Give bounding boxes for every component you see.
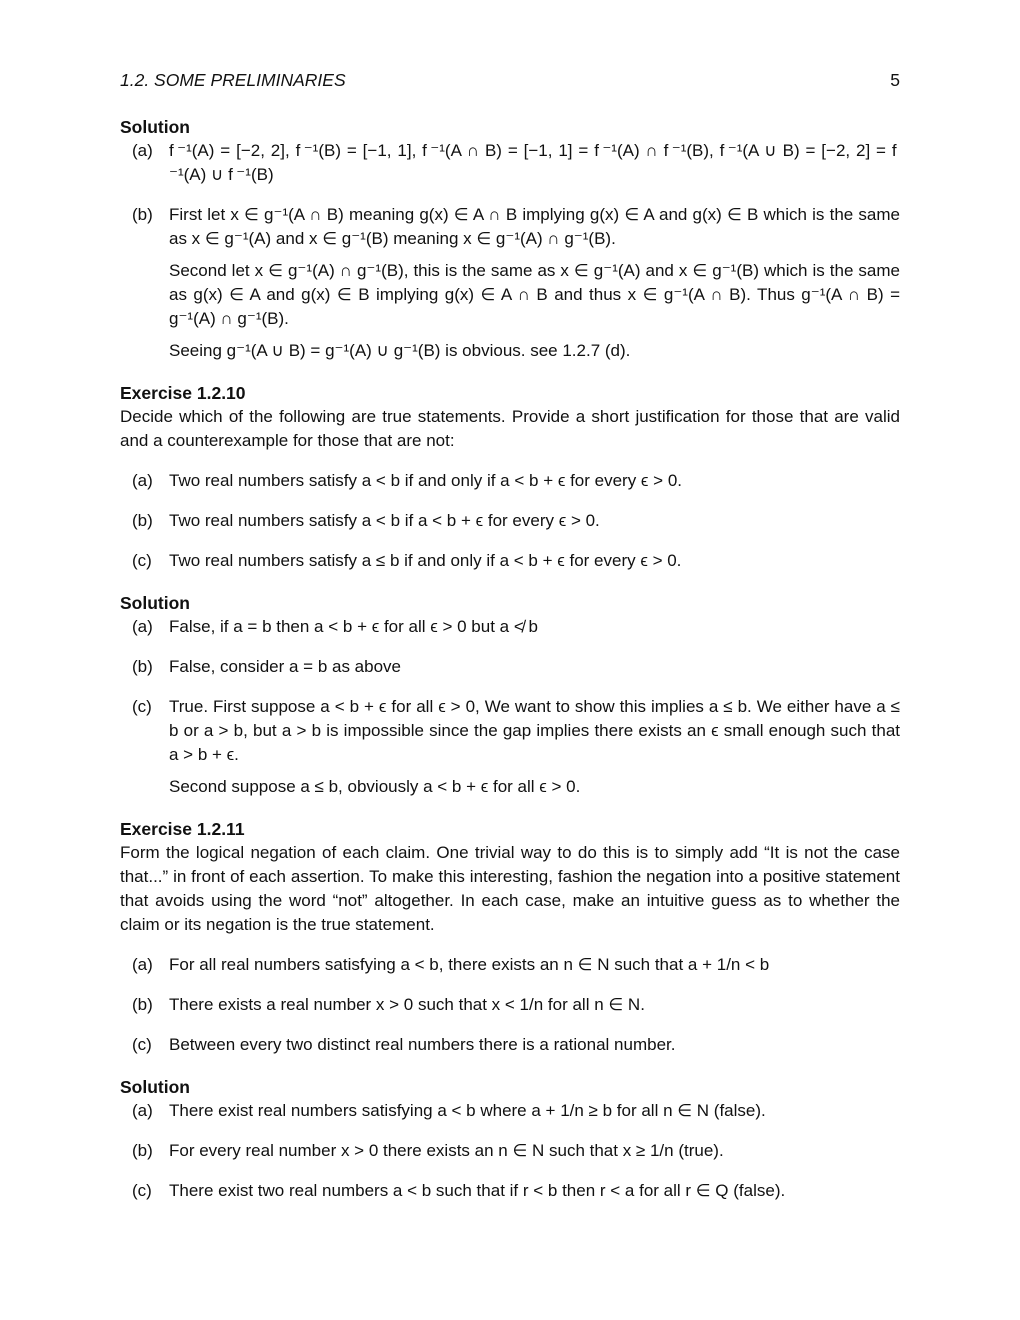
item-label: (c) <box>132 551 152 570</box>
exercise-section <box>120 817 900 1057</box>
solution-list <box>120 139 900 363</box>
item-label: (b) <box>132 205 153 224</box>
exercise-heading: Exercise 1.2.11 <box>120 819 245 839</box>
item-label: (b) <box>132 511 153 530</box>
item-text: True. First suppose a < b + ϵ for all ϵ > 0, We want to show this implies a ≤ b. We either have a ≤ b or a > b, but a > b is impossible since the gap implies there exists an ϵ small enough such that a > b + ϵ. <box>169 697 900 764</box>
exercise-heading: Exercise 1.2.10 <box>120 383 246 403</box>
exercise-list <box>120 469 900 573</box>
item-continuation: Seeing g⁻¹(A ∪ B) = g⁻¹(A) ∪ g⁻¹(B) is obvious. see 1.2.7 (d). <box>169 341 631 360</box>
running-header <box>120 70 900 94</box>
list-item <box>120 953 900 977</box>
item-text: Between every two distinct real numbers there is a rational number. <box>169 1035 676 1054</box>
solution-section <box>120 1075 900 1203</box>
exercise-intro: Form the logical negation of each claim. One trivial way to do this is to simply add “It is not the case that...” in front of each assertion. To make this interesting, fashion the negation into a positive statement that avoids using the word “not” altogether. In each case, make an intuitive guess as to whether the claim or its negation is the true statement. <box>120 843 900 934</box>
item-label: (c) <box>132 1181 152 1200</box>
list-item <box>120 993 900 1017</box>
item-label: (b) <box>132 995 153 1014</box>
solution-list <box>120 1099 900 1203</box>
list-item <box>120 615 900 639</box>
list-item <box>120 549 900 573</box>
list-item <box>120 509 900 533</box>
item-label: (a) <box>132 471 153 490</box>
list-item <box>120 469 900 493</box>
list-item <box>120 139 900 187</box>
item-text: f ⁻¹(A) = [−2, 2], f ⁻¹(B) = [−1, 1], f ⁻¹(A ∩ B) = [−1, 1] = f ⁻¹(A) ∩ f ⁻¹(B), f ⁻¹(A ∪ B) = [−2, 2] = f ⁻¹(A) ∪ f ⁻¹(B) <box>169 141 900 184</box>
item-text: First let x ∈ g⁻¹(A ∩ B) meaning g(x) ∈ A ∩ B implying g(x) ∈ A and g(x) ∈ B which is the same as x ∈ g⁻¹(A) and x ∈ g⁻¹(B) meaning x ∈ g⁻¹(A) ∩ g⁻¹(B). <box>169 205 900 248</box>
list-item <box>120 695 900 799</box>
item-label: (a) <box>132 955 153 974</box>
section-heading: Solution <box>120 117 190 137</box>
list-item <box>120 655 900 679</box>
item-text: For every real number x > 0 there exists an n ∈ N such that x ≥ 1/n (true). <box>169 1141 724 1160</box>
running-title: 1.2. SOME PRELIMINARIES <box>120 70 346 90</box>
list-item <box>120 1033 900 1057</box>
item-text: There exist two real numbers a < b such that if r < b then r < a for all r ∈ Q (false). <box>169 1181 786 1200</box>
exercise-list <box>120 953 900 1057</box>
list-item <box>120 1179 900 1203</box>
item-label: (b) <box>132 657 153 676</box>
item-label: (b) <box>132 1141 153 1160</box>
item-continuation: Second let x ∈ g⁻¹(A) ∩ g⁻¹(B), this is the same as x ∈ g⁻¹(A) and x ∈ g⁻¹(B) which is the same as g(x) ∈ A and g(x) ∈ B implying g(x) ∈ A ∩ B and thus x ∈ g⁻¹(A ∩ B). Thus g⁻¹(A ∩ B) = g⁻¹(A) ∩ g⁻¹(B). <box>169 261 900 328</box>
item-text: For all real numbers satisfying a < b, there exists an n ∈ N such that a + 1/n < b <box>169 955 770 974</box>
list-item <box>120 1099 900 1123</box>
item-text: Two real numbers satisfy a ≤ b if and only if a < b + ϵ for every ϵ > 0. <box>169 551 682 570</box>
item-text: False, consider a = b as above <box>169 657 401 676</box>
section-heading: Solution <box>120 1077 190 1097</box>
item-label: (a) <box>132 617 153 636</box>
item-text: There exist real numbers satisfying a < b where a + 1/n ≥ b for all n ∈ N (false). <box>169 1101 766 1120</box>
section-heading: Solution <box>120 593 190 613</box>
list-item <box>120 203 900 363</box>
exercise-intro: Decide which of the following are true statements. Provide a short justification for those that are valid and a counterexample for those that are not: <box>120 407 900 450</box>
item-label: (c) <box>132 697 152 716</box>
item-text: False, if a = b then a < b + ϵ for all ϵ > 0 but a ≮ b <box>169 617 538 636</box>
item-continuation: Second suppose a ≤ b, obviously a < b + ϵ for all ϵ > 0. <box>169 777 581 796</box>
solution-list <box>120 615 900 799</box>
item-label: (a) <box>132 1101 153 1120</box>
solution-section <box>120 591 900 799</box>
item-text: There exists a real number x > 0 such that x < 1/n for all n ∈ N. <box>169 995 645 1014</box>
exercise-section <box>120 381 900 573</box>
list-item <box>120 1139 900 1163</box>
page-number: 5 <box>890 70 900 90</box>
page-content <box>120 115 900 1203</box>
item-label: (c) <box>132 1035 152 1054</box>
item-text: Two real numbers satisfy a < b if and only if a < b + ϵ for every ϵ > 0. <box>169 471 682 490</box>
item-text: Two real numbers satisfy a < b if a < b + ϵ for every ϵ > 0. <box>169 511 600 530</box>
item-label: (a) <box>132 141 153 160</box>
solution-section <box>120 115 900 363</box>
